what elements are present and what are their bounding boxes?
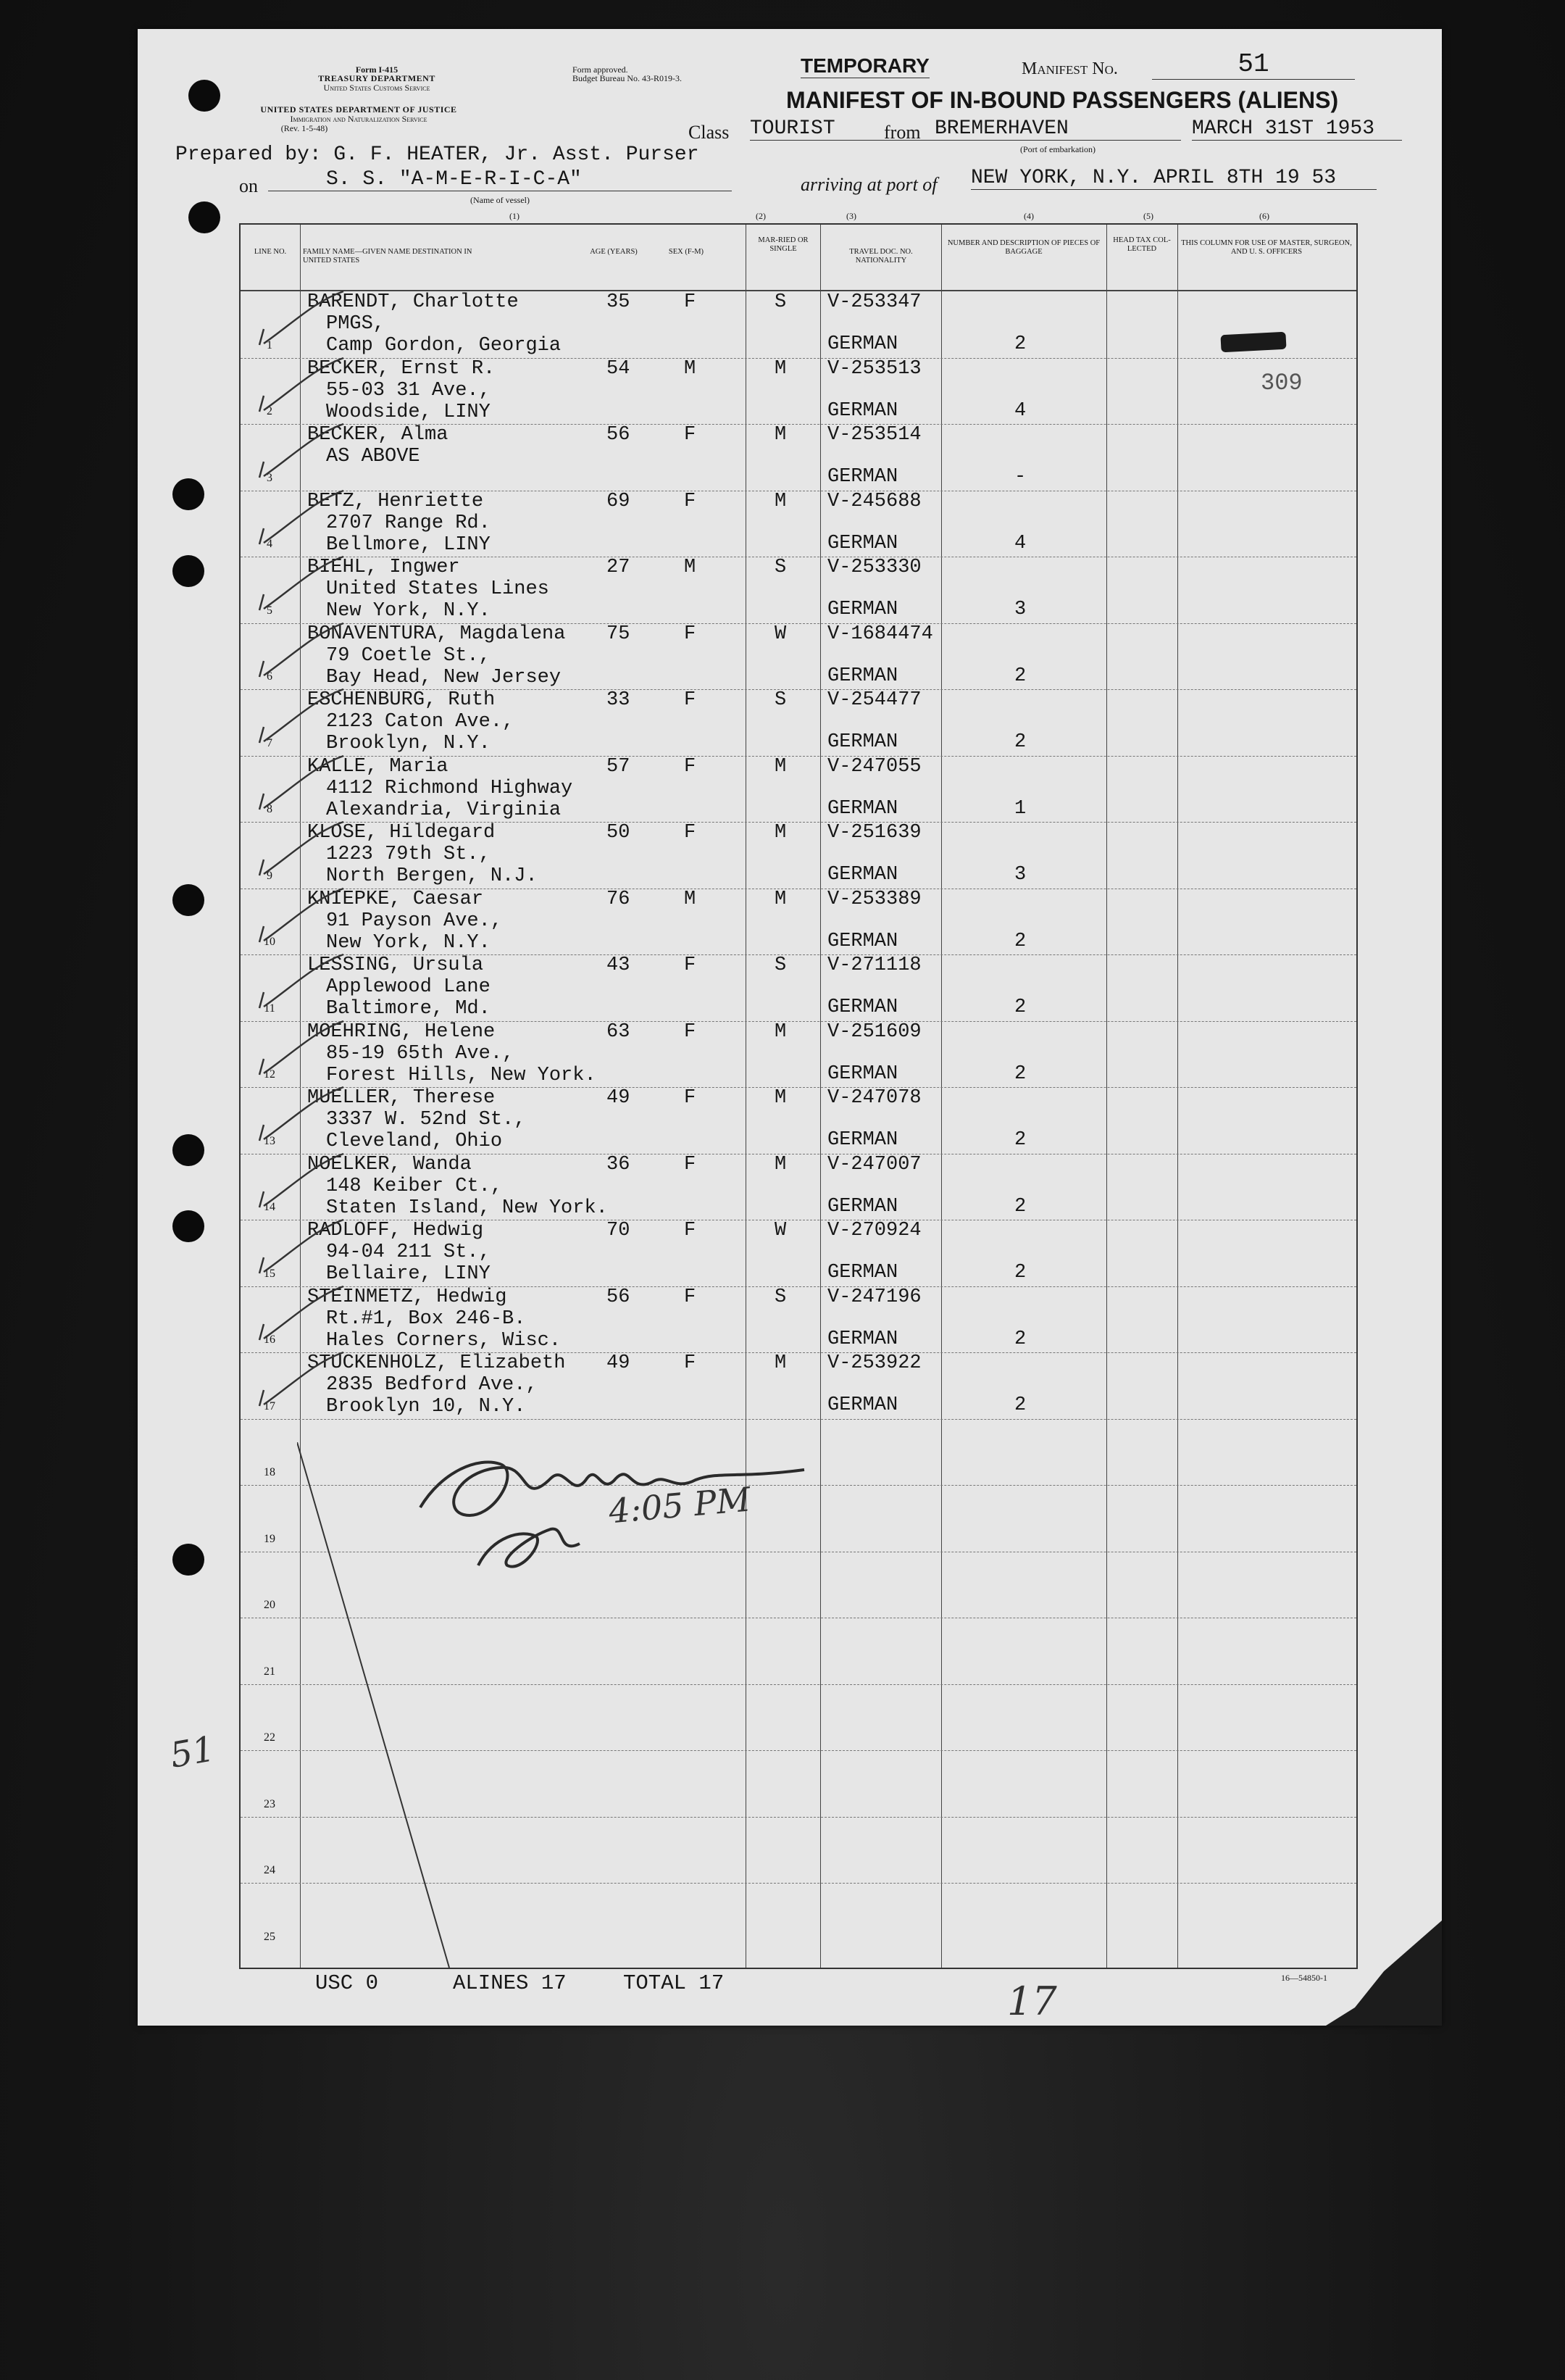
main-title: MANIFEST OF IN-BOUND PASSENGERS (ALIENS): [786, 87, 1339, 113]
col-num: (6): [1259, 211, 1269, 221]
nationality: GERMAN: [827, 1062, 898, 1085]
header-officers: THIS COLUMN FOR USE OF MASTER, SURGEON, AND U. S. OFFICERS: [1181, 239, 1352, 256]
baggage-count: 3: [1014, 864, 1027, 886]
footer-aliens: ALINES 17: [453, 1971, 567, 1995]
passenger-sex: F: [684, 490, 696, 512]
baggage-count: 2: [1014, 1328, 1027, 1350]
check-mark-icon: [249, 1348, 351, 1413]
footer-usc: USC 0: [315, 1971, 379, 1995]
check-mark-icon: [249, 486, 351, 552]
passenger-city: Bellaire, LINY: [326, 1263, 491, 1285]
from-label: from: [884, 122, 921, 143]
bottom-note: 17: [1007, 1979, 1057, 2024]
budget-bureau: Budget Bureau No. 43-R019-3.: [572, 73, 682, 83]
marital-status: S: [775, 1286, 787, 1308]
check-mark-icon: [249, 1149, 351, 1215]
passenger-age: 70: [606, 1220, 630, 1241]
passenger-city: Hales Corners, Wisc.: [326, 1329, 562, 1352]
from-value: BREMERHAVEN: [935, 117, 1181, 141]
print-code: 16—54850-1: [1281, 1973, 1327, 1983]
passenger-age: 49: [606, 1352, 630, 1374]
class-label: Class: [688, 122, 730, 143]
treasury-dept: TREASURY DEPARTMENT: [318, 73, 435, 83]
marital-status: S: [775, 291, 787, 313]
passenger-address: 4112 Richmond Highway: [326, 777, 573, 799]
passenger-sex: M: [684, 357, 696, 380]
vessel-caption: (Name of vessel): [470, 195, 530, 205]
passenger-address: 85-19 65th Ave.,: [326, 1042, 514, 1065]
passenger-city: Cleveland, Ohio: [326, 1131, 503, 1152]
passenger-name: KNIEPKE, Caesar: [307, 888, 484, 910]
marital-status: M: [775, 424, 787, 446]
passenger-city: Brooklyn, N.Y.: [326, 733, 491, 754]
passenger-name: MOEHRING, Helene: [307, 1020, 496, 1043]
marital-status: M: [775, 822, 787, 844]
baggage-count: 2: [1014, 1129, 1027, 1151]
table-row: [241, 491, 1356, 557]
line-number: 8: [267, 803, 272, 815]
passenger-city: Brooklyn 10, N.Y.: [326, 1396, 526, 1418]
punch-hole: [172, 884, 204, 916]
passenger-address: 94-04 211 St.,: [326, 1241, 491, 1263]
passenger-name: BARENDT, Charlotte: [307, 291, 519, 313]
margin-note: 51: [167, 1728, 218, 1776]
passenger-address: PMGS,: [326, 313, 385, 335]
nationality: GERMAN: [827, 665, 898, 687]
check-mark-icon: [249, 552, 351, 617]
check-mark-icon: [249, 1083, 351, 1148]
header-married: MAR-RIED OR SINGLE: [758, 236, 809, 253]
line-number: 1: [267, 338, 272, 351]
passenger-address: 148 Keiber Ct.,: [326, 1175, 503, 1197]
table-row: [241, 424, 1356, 491]
punch-hole: [172, 1134, 204, 1166]
passenger-age: 75: [606, 623, 630, 645]
passenger-city: North Bergen, N.J.: [326, 865, 538, 887]
passenger-age: 36: [606, 1153, 630, 1176]
passenger-address: AS ABOVE: [326, 446, 420, 467]
table-row: [241, 889, 1356, 955]
baggage-count: 1: [1014, 797, 1027, 820]
nationality: GERMAN: [827, 333, 898, 355]
line-number: 13: [264, 1134, 275, 1147]
passenger-age: 35: [606, 291, 630, 313]
baggage-count: 3: [1014, 599, 1027, 620]
line-number: 4: [267, 538, 272, 550]
passenger-sex: F: [684, 954, 696, 976]
stamp-number: 309: [1261, 370, 1303, 396]
customs-service: United States Customs Service: [323, 83, 430, 93]
passenger-city: Camp Gordon, Georgia: [326, 335, 562, 357]
baggage-count: 2: [1014, 333, 1027, 355]
col-num: (3): [846, 211, 856, 221]
line-number: 23: [264, 1797, 275, 1810]
line-number: 5: [267, 604, 272, 617]
passenger-age: 69: [606, 490, 630, 512]
nationality: GERMAN: [827, 1262, 898, 1283]
line-number: 11: [264, 1002, 275, 1015]
manifest-no-label: Manifest No.: [1022, 59, 1118, 78]
passenger-sex: M: [684, 888, 696, 910]
table-row: [241, 358, 1356, 425]
passenger-age: 56: [606, 1286, 630, 1308]
passenger-address: 55-03 31 Ave.,: [326, 379, 491, 401]
table-row: [241, 557, 1356, 623]
travel-doc-no: V-247196: [827, 1286, 922, 1308]
line-number: 21: [264, 1665, 275, 1678]
passenger-name: BECKER, Alma: [307, 424, 448, 446]
col-num: (5): [1143, 211, 1153, 221]
baggage-count: 2: [1014, 1262, 1027, 1283]
travel-doc-no: V-254477: [827, 689, 922, 711]
passenger-city: Bay Head, New Jersey: [326, 666, 562, 688]
table-row: [241, 756, 1356, 823]
passenger-sex: F: [684, 291, 696, 313]
table-row: [241, 1220, 1356, 1286]
check-mark-icon: [249, 817, 351, 883]
table-row: [241, 1021, 1356, 1088]
col-num: (1): [509, 211, 519, 221]
passenger-name: KLOSE, Hildegard: [307, 822, 496, 844]
passenger-address: Rt.#1, Box 246-B.: [326, 1307, 526, 1330]
passenger-address: 2707 Range Rd.: [326, 512, 491, 534]
baggage-count: 2: [1014, 731, 1027, 753]
passenger-sex: F: [684, 1220, 696, 1241]
passenger-city: Staten Island, New York.: [326, 1197, 608, 1219]
line-number: 12: [264, 1068, 275, 1081]
line-number: 15: [264, 1267, 275, 1280]
date-value: MARCH 31ST 1953: [1192, 117, 1402, 141]
signature-time: 4:05 PM: [607, 1479, 752, 1531]
passenger-city: Bellmore, LINY: [326, 533, 491, 556]
nationality: GERMAN: [827, 1195, 898, 1218]
line-number: 18: [264, 1466, 275, 1478]
passenger-sex: M: [684, 557, 696, 578]
passenger-age: 27: [606, 557, 630, 578]
arriving-label: arriving at port of: [801, 174, 938, 195]
passenger-age: 57: [606, 755, 630, 778]
marital-status: W: [775, 1220, 787, 1241]
line-number: 16: [264, 1333, 275, 1346]
table-row: [241, 1154, 1356, 1220]
check-mark-icon: [249, 287, 351, 352]
passenger-sex: F: [684, 689, 696, 711]
passenger-sex: F: [684, 755, 696, 778]
check-mark-icon: [249, 752, 351, 817]
check-mark-icon: [249, 950, 351, 1015]
passenger-name: BETZ, Henriette: [307, 490, 484, 512]
table-row: [241, 822, 1356, 889]
port-caption: (Port of embarkation): [1020, 144, 1096, 154]
header-travel: TRAVEL DOC. NO. NATIONALITY: [849, 248, 913, 265]
line-number: 24: [264, 1864, 275, 1876]
nationality: GERMAN: [827, 864, 898, 886]
vessel-name: S. S. "A-M-E-R-I-C-A": [268, 168, 732, 191]
ins-service: Immigration and Naturalization Service: [290, 114, 427, 124]
col-num: (2): [756, 211, 766, 221]
passenger-age: 56: [606, 424, 630, 446]
arriving-value: NEW YORK, N.Y. APRIL 8TH 19 53: [971, 167, 1377, 190]
travel-doc-no: V-253330: [827, 557, 922, 578]
cancel-line: [297, 1442, 456, 1971]
torn-corner: [1326, 1921, 1442, 2026]
nationality: GERMAN: [827, 399, 898, 422]
travel-doc-no: V-247078: [827, 1087, 922, 1109]
passenger-address: 3337 W. 52nd St.,: [326, 1109, 526, 1131]
line-number: 25: [264, 1930, 275, 1943]
travel-doc-no: V-251609: [827, 1020, 922, 1043]
passenger-age: 63: [606, 1020, 630, 1043]
table-row: [241, 623, 1356, 690]
table-row: [241, 1087, 1356, 1154]
passenger-city: Baltimore, Md.: [326, 998, 491, 1020]
passenger-name: BIEHL, Ingwer: [307, 557, 460, 578]
table-row: [241, 954, 1356, 1021]
marital-status: M: [775, 1087, 787, 1109]
check-mark-icon: [249, 1282, 351, 1347]
line-number: 20: [264, 1599, 275, 1611]
passenger-age: 49: [606, 1087, 630, 1109]
line-number: 17: [264, 1399, 275, 1412]
revision: (Rev. 1-5-48): [280, 123, 328, 133]
passenger-sex: F: [684, 623, 696, 645]
passenger-address: 79 Coetle St.,: [326, 644, 491, 667]
passenger-name: BECKER, Ernst R.: [307, 357, 496, 380]
passenger-address: Applewood Lane: [326, 976, 491, 998]
nationality: GERMAN: [827, 1328, 898, 1350]
travel-doc-no: V-253347: [827, 291, 922, 313]
passenger-city: New York, N.Y.: [326, 600, 491, 622]
marital-status: M: [775, 1020, 787, 1043]
marital-status: S: [775, 689, 787, 711]
travel-doc-no: V-253389: [827, 888, 922, 910]
marital-status: M: [775, 888, 787, 910]
passenger-address: 2123 Caton Ave.,: [326, 711, 514, 733]
check-mark-icon: [249, 619, 351, 684]
travel-doc-no: V-247007: [827, 1153, 922, 1176]
line-number: 22: [264, 1731, 275, 1744]
header-tax: HEAD TAX COL-LECTED: [1113, 236, 1171, 253]
nationality: GERMAN: [827, 797, 898, 820]
nationality: GERMAN: [827, 930, 898, 952]
travel-doc-no: V-270924: [827, 1220, 922, 1241]
passenger-age: 33: [606, 689, 630, 711]
passenger-name: MUELLER, Therese: [307, 1087, 496, 1109]
passenger-age: 50: [606, 822, 630, 844]
line-number: 3: [267, 471, 272, 484]
check-mark-icon: [249, 1215, 351, 1281]
nationality: GERMAN: [827, 599, 898, 620]
passenger-name: ESCHENBURG, Ruth: [307, 689, 496, 711]
justice-dept: UNITED STATES DEPARTMENT OF JUSTICE: [260, 104, 457, 115]
passenger-address: 91 Payson Ave.,: [326, 910, 503, 932]
line-number: 19: [264, 1532, 275, 1545]
col-num: (4): [1024, 211, 1034, 221]
passenger-address: 2835 Bedford Ave.,: [326, 1374, 538, 1396]
passenger-sex: F: [684, 1352, 696, 1374]
passenger-age: 76: [606, 888, 630, 910]
check-mark-icon: [249, 1017, 351, 1082]
prepared-by: Prepared by: G. F. HEATER, Jr. Asst. Purser: [175, 143, 699, 166]
check-mark-icon: [249, 685, 351, 750]
marital-status: S: [775, 954, 787, 976]
passenger-name: LESSING, Ursula: [307, 954, 484, 976]
line-number: 9: [267, 869, 272, 882]
passenger-name: KALLE, Maria: [307, 755, 448, 778]
passenger-city: Forest Hills, New York.: [326, 1064, 596, 1086]
passenger-name: STEINMETZ, Hedwig: [307, 1286, 507, 1308]
marital-status: M: [775, 1352, 787, 1374]
manifest-no-value: 51: [1152, 49, 1355, 80]
check-mark-icon: [249, 884, 351, 949]
table-row: [241, 1286, 1356, 1353]
redaction-mark: [1220, 332, 1286, 353]
line-number: 10: [264, 936, 275, 948]
nationality: GERMAN: [827, 996, 898, 1018]
table-row: [241, 689, 1356, 756]
passenger-name: BONAVENTURA, Magdalena: [307, 623, 566, 645]
header-sex: SEX (F-M): [668, 248, 704, 256]
passenger-age: 43: [606, 954, 630, 976]
baggage-count: 4: [1014, 399, 1027, 422]
baggage-count: -: [1014, 466, 1027, 488]
passenger-address: United States Lines: [326, 578, 549, 600]
passenger-sex: F: [684, 424, 696, 446]
header-baggage: NUMBER AND DESCRIPTION OF PIECES OF BAGGAGE: [947, 239, 1101, 256]
baggage-count: 2: [1014, 665, 1027, 687]
baggage-count: 2: [1014, 1394, 1027, 1416]
marital-status: S: [775, 557, 787, 578]
travel-doc-no: V-1684474: [827, 623, 933, 645]
punch-hole: [188, 201, 220, 233]
passenger-city: Woodside, LINY: [326, 401, 491, 423]
passenger-city: New York, N.Y.: [326, 931, 491, 954]
on-label: on: [239, 175, 258, 196]
nationality: GERMAN: [827, 532, 898, 554]
passenger-name: NOELKER, Wanda: [307, 1153, 472, 1176]
nationality: GERMAN: [827, 1394, 898, 1416]
passenger-age: 54: [606, 357, 630, 380]
baggage-count: 2: [1014, 996, 1027, 1018]
form-approved: Form approved.: [572, 65, 628, 75]
line-number: 2: [267, 405, 272, 417]
nationality: GERMAN: [827, 731, 898, 753]
marital-status: W: [775, 623, 787, 645]
punch-hole: [172, 555, 204, 587]
punch-hole: [172, 478, 204, 510]
passenger-city: Alexandria, Virginia: [326, 799, 562, 821]
passenger-sex: F: [684, 1087, 696, 1109]
travel-doc-no: V-247055: [827, 755, 922, 778]
punch-hole: [188, 80, 220, 112]
table-row: [241, 291, 1356, 358]
nationality: GERMAN: [827, 466, 898, 488]
table-row: [241, 1352, 1356, 1419]
class-value: TOURIST: [750, 117, 996, 141]
form-number: Form I-415: [355, 65, 398, 75]
punch-hole: [172, 1544, 204, 1576]
baggage-count: 2: [1014, 1062, 1027, 1085]
check-mark-icon: [249, 420, 351, 485]
passenger-sex: F: [684, 1286, 696, 1308]
passenger-name: RADLOFF, Hedwig: [307, 1220, 484, 1241]
footer-total: TOTAL 17: [623, 1971, 725, 1995]
travel-doc-no: V-245688: [827, 490, 922, 512]
manifest-page: [138, 29, 1442, 2026]
travel-doc-no: V-253513: [827, 357, 922, 380]
passenger-name: STUCKENHOLZ, Elizabeth: [307, 1352, 566, 1374]
marital-status: M: [775, 357, 787, 380]
marital-status: M: [775, 1153, 787, 1176]
baggage-count: 2: [1014, 1195, 1027, 1218]
header-line: LINE NO.: [254, 248, 287, 256]
passenger-address: 1223 79th St.,: [326, 844, 491, 865]
nationality: GERMAN: [827, 1129, 898, 1151]
line-number: 14: [264, 1201, 275, 1213]
check-mark-icon: [249, 354, 351, 419]
header-name: FAMILY NAME—GIVEN NAME DESTINATION IN UNITED STATES: [303, 248, 472, 265]
punch-hole: [172, 1210, 204, 1242]
baggage-count: 4: [1014, 532, 1027, 554]
baggage-count: 2: [1014, 930, 1027, 952]
passenger-sex: F: [684, 1020, 696, 1043]
travel-doc-no: V-253922: [827, 1352, 922, 1374]
travel-doc-no: V-253514: [827, 424, 922, 446]
header-age: AGE (YEARS): [590, 248, 638, 256]
marital-status: M: [775, 755, 787, 778]
line-number: 7: [267, 736, 272, 749]
travel-doc-no: V-251639: [827, 822, 922, 844]
travel-doc-no: V-271118: [827, 954, 922, 976]
passenger-sex: F: [684, 822, 696, 844]
temporary-label: TEMPORARY: [801, 54, 930, 77]
line-number: 6: [267, 670, 272, 683]
marital-status: M: [775, 490, 787, 512]
passenger-sex: F: [684, 1153, 696, 1176]
